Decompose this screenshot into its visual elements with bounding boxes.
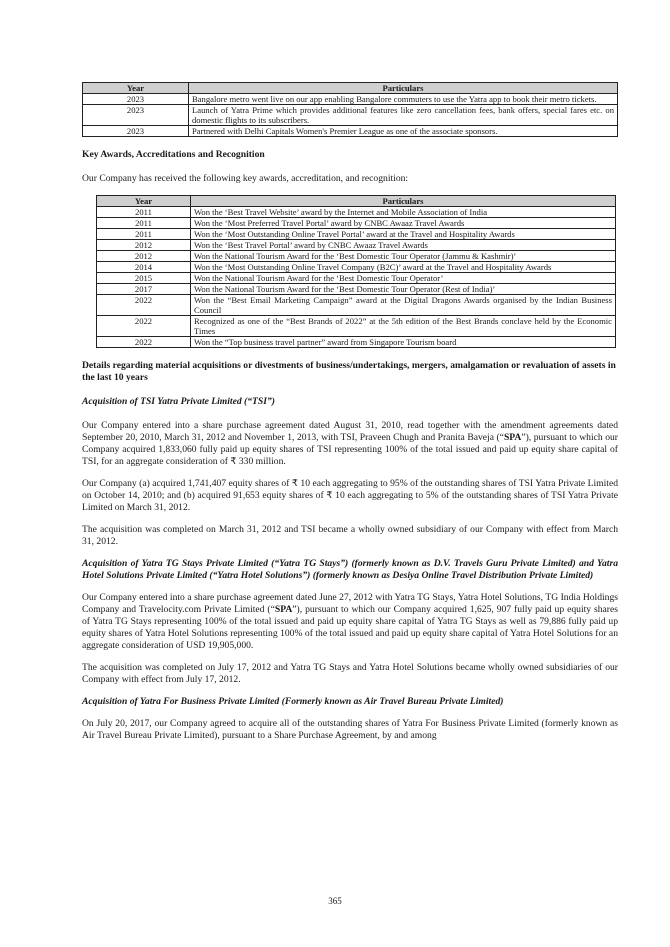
year-cell: 2022 <box>97 316 191 337</box>
milestones-table <box>82 82 618 137</box>
yfb-acquisition-title: Acquisition of Yatra For Business Private Limited (Formerly known as Air Travel Bureau Private Limited) <box>82 696 504 707</box>
table-row <box>97 295 616 316</box>
tsi-paragraph-1 <box>82 420 618 468</box>
year-column-header: Year <box>97 196 191 207</box>
page-number: 365 <box>328 896 342 906</box>
year-cell: 2012 <box>97 251 191 262</box>
particulars-cell: Won the National Tourism Award for the ‘Best Domestic Tour Operator (Rest of India)’ <box>191 284 616 295</box>
particulars-cell: Partnered with Delhi Capitals Women's Premier League as one of the associate sponsors. <box>189 126 618 137</box>
year-cell: 2023 <box>83 105 189 126</box>
particulars-cell: Won the ‘Best Travel Portal’ award by CNBC Awaaz Travel Awards <box>191 240 616 251</box>
awards-heading: Key Awards, Accreditations and Recognition <box>82 149 265 160</box>
year-cell: 2014 <box>97 262 191 273</box>
text-run: Our Company entered into a share purchase agreement dated June 27, 2012 with Yatra TG Stays, Yatra Hotel Solutions, TG India Holdings Company and Travelocity.com Private Limited (“ <box>82 592 618 615</box>
table-row <box>83 94 618 105</box>
particulars-cell: Bangalore metro went live on our app enabling Bangalore commuters to use the Yatra app to book their metro tickets. <box>189 94 618 105</box>
table-row <box>97 262 616 273</box>
particulars-column-header: Particulars <box>191 196 616 207</box>
particulars-cell: Won the ‘Most Outstanding Online Travel Portal’ award at the Travel and Hospitality Awards <box>191 229 616 240</box>
table-row <box>83 105 618 126</box>
table-row <box>97 207 616 218</box>
particulars-cell: Recognized as one of the “Best Brands of 2022” at the 5th edition of the Best Brands conclave held by the Economic Times <box>191 316 616 337</box>
year-column-header: Year <box>83 83 189 94</box>
tsi-paragraph-3: The acquisition was completed on March 31, 2012 and TSI became a wholly owned subsidiary of our Company with effect from March 31, 2012. <box>82 524 618 547</box>
year-cell: 2022 <box>97 337 191 348</box>
tsi-paragraph-2: Our Company (a) acquired 1,741,407 equity shares of ₹ 10 each aggregating to 95% of the outstanding shares of TSI Yatra Private Limited on October 14, 2010; and (b) acquired 91,653 equity shares of ₹ 10 each aggregating to 5% of the outstanding shares of TSI Yatra Private Limited on March 31, 2012. <box>82 478 618 513</box>
particulars-cell: Won the National Tourism Award for the ‘Best Domestic Tour Operator’ <box>191 273 616 284</box>
table-row <box>97 240 616 251</box>
awards-intro: Our Company has received the following key awards, accreditation, and recognition: <box>82 173 409 184</box>
spa-term: SPA <box>503 432 522 443</box>
table-row <box>97 229 616 240</box>
particulars-cell: Won the “Top business travel partner” award from Singapore Tourism board <box>191 337 616 348</box>
text-run: ”), pursuant to which our Company acquired 1,833,060 fully paid up equity shares of TSI representing 100% of the total issued and paid up equity share capital of TSI, for an aggregate consideration of ₹ 330 million. <box>82 432 618 467</box>
year-cell: 2022 <box>97 295 191 316</box>
acquisitions-heading: Details regarding material acquisitions or divestments of business/undertakings, mergers, amalgamation or revaluation of assets in the last 10 years <box>82 360 616 383</box>
table-header-row <box>97 196 616 207</box>
particulars-cell: Won the “Best Email Marketing Campaign” award at the Digital Dragons Awards organised by the Indian Business Council <box>191 295 616 316</box>
year-cell: 2012 <box>97 240 191 251</box>
particulars-column-header: Particulars <box>189 83 618 94</box>
particulars-cell: Won the ‘Best Travel Website’ award by the Internet and Mobile Association of India <box>191 207 616 218</box>
text-run: Our Company entered into a share purchase agreement dated August 31, 2010, read together with the amendment agreements dated September 20, 2010, March 31, 2012 and November 1, 2013, with TSI, Praveen Chugh and Pranita Baveja (“ <box>82 420 618 443</box>
document-page <box>82 82 618 742</box>
year-cell: 2015 <box>97 273 191 284</box>
text-run: ”), pursuant to which our Company acquired 1,625, 907 fully paid up equity shares of Yatra TG Stays representing 100% of the total issued and paid up equity share capital of Yatra TG Stays as well as 79,886 fully paid up equity shares of Yatra Hotel Solutions representing 100% of the total issued and paid up equity share capital of Yatra Hotel Solutions for an aggregate consideration of USD 19,905,000. <box>82 604 618 651</box>
awards-table <box>96 195 616 348</box>
table-row <box>97 251 616 262</box>
year-cell: 2023 <box>83 94 189 105</box>
table-row <box>97 337 616 348</box>
table-row <box>97 273 616 284</box>
table-row <box>97 316 616 337</box>
table-row <box>97 284 616 295</box>
yfb-paragraph-1: On July 20, 2017, our Company agreed to acquire all of the outstanding shares of Yatra For Business Private Limited (formerly known as Air Travel Bureau Private Limited), pursuant to a Share Purchase Agreement, by and among <box>82 718 618 741</box>
particulars-cell: Won the National Tourism Award for the ‘Best Domestic Tour Operator (Jammu & Kashmir)’ <box>191 251 616 262</box>
table-row <box>83 126 618 137</box>
table-header-row <box>83 83 618 94</box>
tg-paragraph-1 <box>82 592 618 652</box>
tg-paragraph-2: The acquisition was completed on July 17, 2012 and Yatra TG Stays and Yatra Hotel Solutions became wholly owned subsidiaries of our Company with effect from July 17, 2012. <box>82 662 618 685</box>
year-cell: 2017 <box>97 284 191 295</box>
spa-term: SPA <box>274 604 293 615</box>
year-cell: 2023 <box>83 126 189 137</box>
particulars-cell: Won the ‘Most Preferred Travel Portal’ award by CNBC Awaaz Travel Awards <box>191 218 616 229</box>
year-cell: 2011 <box>97 229 191 240</box>
year-cell: 2011 <box>97 207 191 218</box>
tsi-acquisition-title: Acquisition of TSI Yatra Private Limited (“TSI”) <box>82 396 275 407</box>
particulars-cell: Launch of Yatra Prime which provides additional features like zero cancellation fees, bank offers, special fares etc. on domestic flights to its subscribers. <box>189 105 618 126</box>
particulars-cell: Won the ‘Most Outstanding Online Travel Company (B2C)’ award at the Travel and Hospitality Awards <box>191 262 616 273</box>
year-cell: 2011 <box>97 218 191 229</box>
table-row <box>97 218 616 229</box>
tg-stays-acquisition-title: Acquisition of Yatra TG Stays Private Limited (“Yatra TG Stays”) (formerly known as D.V. Travels Guru Private Limited) and Yatra Hotel Solutions Private Limited (“Yatra Hotel Solutions”) (formerly known as Desiya Online Travel Distribution Private Limited) <box>82 558 618 581</box>
